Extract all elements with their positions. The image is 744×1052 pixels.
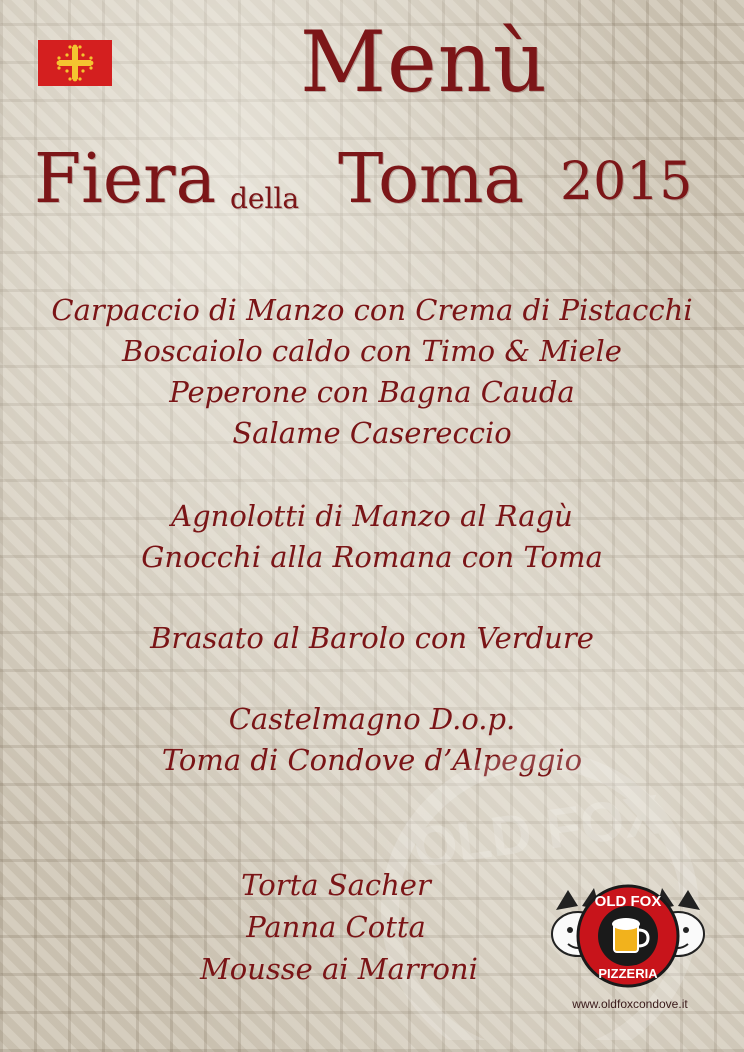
dish-item: Panna Cotta xyxy=(246,910,426,944)
title-year: 2015 xyxy=(560,152,693,212)
dish-item: Mousse ai Marroni xyxy=(200,952,478,986)
course-dolci xyxy=(200,864,478,990)
watermark-text: OLD FOX xyxy=(409,782,665,880)
dish-item: Gnocchi alla Romana con Toma xyxy=(141,540,603,574)
menu-title: Menù xyxy=(300,13,548,111)
title-fiera: Fiera xyxy=(34,140,217,219)
occitan-flag-icon xyxy=(38,40,112,86)
dish-item: Salame Casereccio xyxy=(232,416,512,450)
logo-bottom-text: PIZZERIA xyxy=(598,966,658,981)
dish-item: Torta Sacher xyxy=(241,868,431,902)
event-title xyxy=(30,140,720,240)
menu-courses xyxy=(0,290,744,781)
course-antipasti xyxy=(0,290,744,454)
logo-top-text: OLD FOX xyxy=(594,893,662,910)
dish-item: Castelmagno D.o.p. xyxy=(228,702,516,736)
title-toma: Toma xyxy=(338,140,525,219)
dish-item: Carpaccio di Manzo con Crema di Pistacchi xyxy=(51,293,693,327)
old-fox-pizzeria-logo xyxy=(548,876,708,994)
title-della: della xyxy=(230,182,300,215)
website-url: www.oldfoxcondove.it xyxy=(572,997,688,1011)
course-secondi xyxy=(0,618,744,659)
dish-item: Agnolotti di Manzo al Ragù xyxy=(171,499,573,533)
course-primi xyxy=(0,496,744,578)
dish-item: Boscaiolo caldo con Timo & Miele xyxy=(122,334,622,368)
dish-item: Peperone con Bagna Cauda xyxy=(169,375,575,409)
dish-item: Toma di Condove d’Alpeggio xyxy=(161,743,583,777)
dish-item: Brasato al Barolo con Verdure xyxy=(150,621,594,655)
